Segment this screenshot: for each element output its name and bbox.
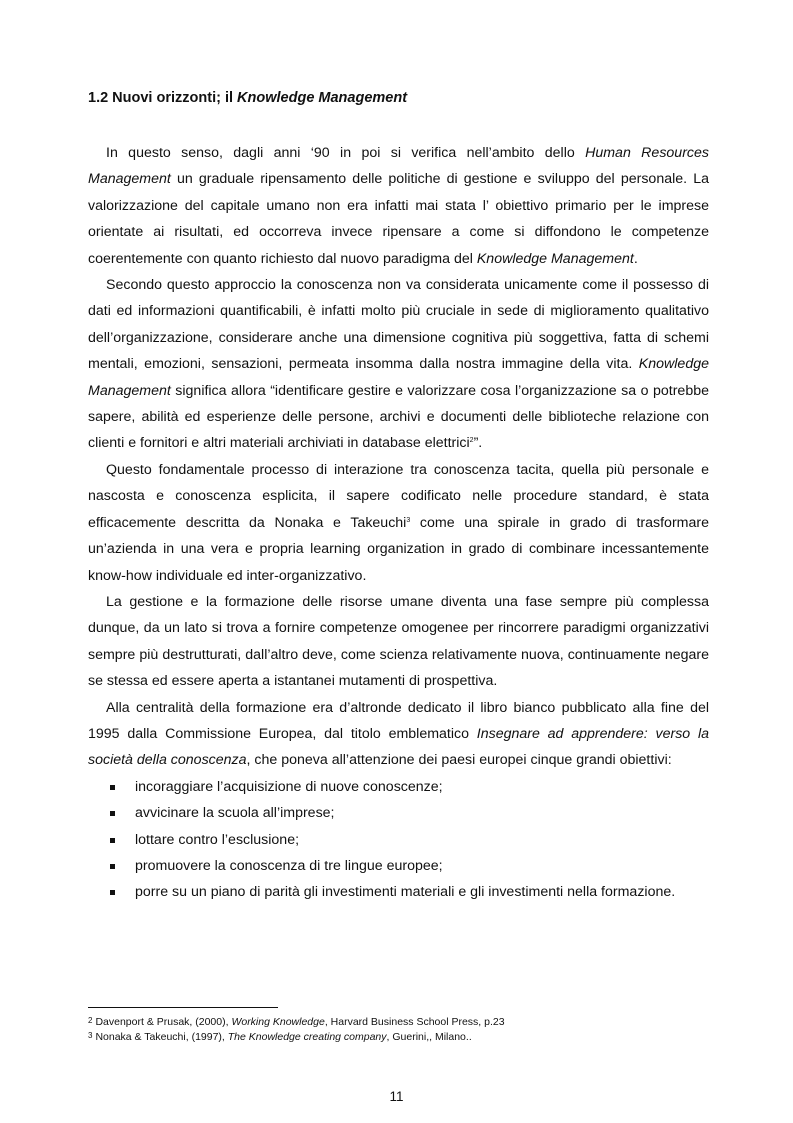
paragraph-italic: Insegnare ad apprendere: verso la società della conoscenza — [88, 725, 709, 769]
paragraph-text: come una spirale in grado di trasformare un’azienda in una vera e propria learning organization in grado di combinare incessantemente know-how individuale ed inter-organizzativo. — [88, 514, 709, 584]
footnote-ref[interactable]: 3 — [406, 516, 411, 524]
footnotes — [88, 1014, 709, 1044]
paragraph-2 — [88, 272, 709, 457]
paragraph-3 — [88, 457, 709, 589]
footnote-number: 3 — [88, 1031, 93, 1040]
square-bullet-icon — [110, 890, 115, 895]
list-item-text: porre su un piano di parità gli investimenti materiali e gli investimenti nella formazione. — [135, 884, 676, 901]
paragraph-text: Secondo questo approccio la conoscenza non va considerata unicamente come il possesso di dati ed informazioni quantificabili, è infatti molto più cruciale in sede di miglioramento qualitativo dell’organizzazione, considerare anche una dimensione cognitiva più soggettiva, fatta di schemi mentali, emozioni, sensazioni, permeata insomma dalla nostra immagine della vita. — [88, 277, 709, 373]
footnote-separator — [88, 1007, 278, 1008]
paragraph-text: Alla centralità della formazione era d’altronde dedicato il libro bianco pubblicato alla fine del 1995 dalla Commissione Europea, dal titolo emblematico — [88, 699, 709, 742]
list-item — [88, 774, 709, 800]
paragraph-text: . — [633, 250, 638, 267]
square-bullet-icon — [110, 811, 115, 816]
footnote-italic: Working Knowledge — [231, 1016, 325, 1028]
list-item — [88, 853, 709, 879]
paragraph-5 — [88, 695, 709, 774]
paragraph-italic: Human Resources Management — [88, 145, 709, 188]
paragraph-italic: Knowledge Management — [476, 250, 634, 267]
paragraph-text: La gestione e la formazione delle risorse umane diventa una fase sempre più complessa dunque, da un lato si trova a fornire competenze omogenee per rincorrere paradigmi organizzativi sempre più destrutturati, dall’altro deve, come scienza relativamente nuova, continuamente negare se stessa ed essere aperta a istantanei mutamenti di prospettiva. — [88, 593, 709, 690]
footnote-ref[interactable]: 2 — [469, 437, 474, 445]
paragraph-4 — [88, 589, 709, 695]
list-item-text: promuovere la conoscenza di tre lingue europee; — [135, 857, 443, 874]
paragraph-1 — [88, 140, 709, 272]
paragraph-text: un graduale ripensamento delle politiche di gestione e sviluppo del personale. La valorizzazione del capitale umano non era infatti mai stata l’ obiettivo primario per le imprese orientate ai risultati, ed occorreva invece ripensare a come si diffondono le competenze coerentemente con quanto richiesto dal nuovo paradigma del — [88, 171, 709, 267]
paragraph-text: significa allora “identificare gestire e valorizzare cosa l’organizzazione sa o potrebbe sapere, abilità ed esperienze delle persone, archivi e documenti delle biblioteche relazione con clienti e fornitori e altri materiali archiviati in database elettrici — [88, 382, 709, 452]
heading-text: 1.2 Nuovi orizzonti; il — [88, 90, 238, 106]
square-bullet-icon — [110, 785, 115, 790]
footnote-3 — [88, 1029, 709, 1044]
paragraph-text: In questo senso, dagli anni ‘90 in poi si verifica nell’ambito dello — [106, 145, 586, 161]
page-number: 11 — [389, 1089, 404, 1104]
footnote-text: , Harvard Business School Press, p.23 — [324, 1016, 505, 1028]
footnote-text: Davenport & Prusak, (2000), — [95, 1016, 232, 1028]
list-item-text: incoraggiare l’acquisizione di nuove conoscenze; — [135, 778, 443, 795]
heading-italic: Knowledge Management — [237, 90, 408, 106]
objectives-list — [88, 774, 709, 906]
body-text — [88, 140, 709, 906]
footnote-number: 2 — [88, 1016, 93, 1025]
square-bullet-icon — [110, 838, 115, 843]
list-item-text: lottare contro l’esclusione; — [135, 831, 300, 848]
list-item — [88, 800, 709, 826]
footnote-text: , Guerini,, Milano.. — [386, 1031, 472, 1043]
square-bullet-icon — [110, 864, 115, 869]
footnote-text: Nonaka & Takeuchi, (1997), — [95, 1031, 228, 1043]
paragraph-text: ”. — [473, 435, 483, 452]
paragraph-text: Questo fondamentale processo di interazione tra conoscenza tacita, quella più personale e nascosta e conoscenza esplicita, il sapere codificato nelle procedure standard, è stata efficacemente descritta da Nonaka e Takeuchi — [88, 461, 709, 531]
list-item-text: avvicinare la scuola all’imprese; — [135, 805, 335, 822]
section-heading — [88, 88, 708, 108]
list-item — [88, 879, 709, 905]
paragraph-italic: Knowledge Management — [88, 356, 709, 399]
footnote-italic: The Knowledge creating company — [227, 1031, 387, 1043]
paragraph-text: , che poneva all’attenzione dei paesi europei cinque grandi obiettivi: — [246, 752, 672, 769]
list-item — [88, 827, 709, 853]
footnote-2 — [88, 1014, 709, 1029]
